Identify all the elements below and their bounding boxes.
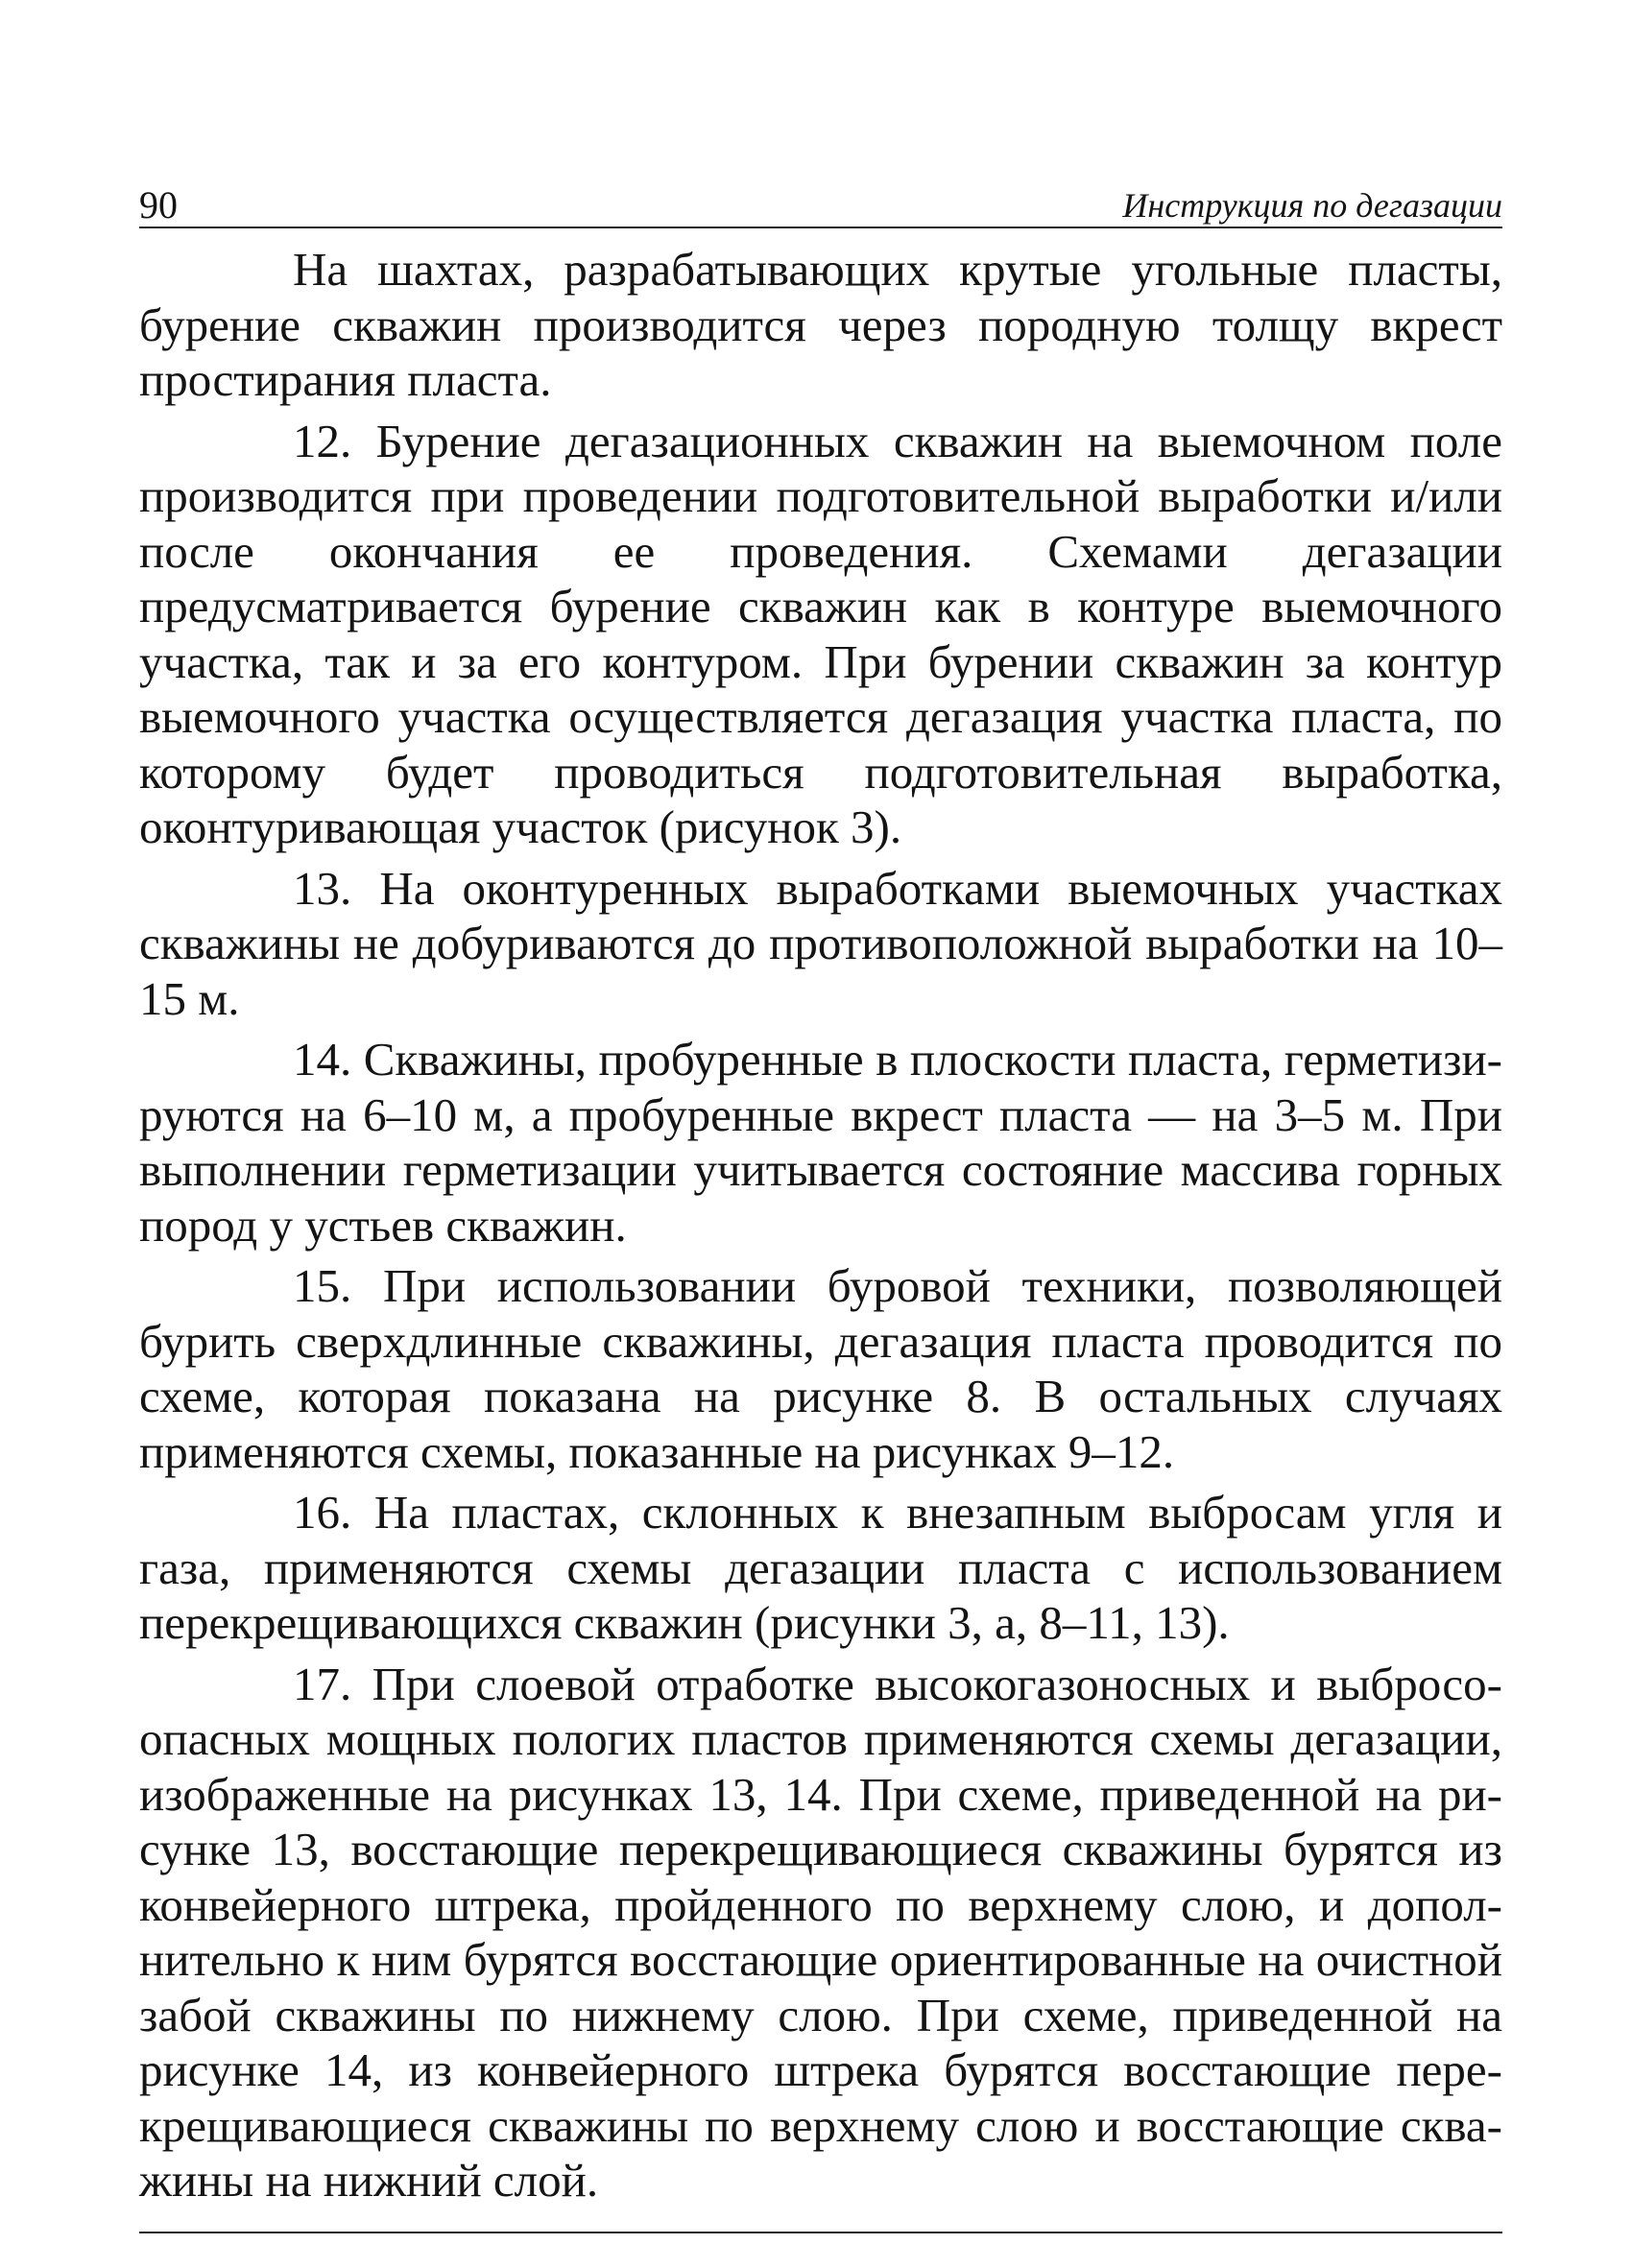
running-header-title: Инструкция по дегазации: [1122, 186, 1502, 225]
paragraph-13: 13. На оконтуренных выработками выемочных участках скважины не добуриваются до противоположной выработки на 10–15 м.: [139, 861, 1502, 1025]
paragraph-15: 15. При использовании буровой техники, позволяющей бурить сверхдлинные скважины, дегазация пласта проводится по схеме, которая показана на рисунке 8. В остальных случаях применяются схемы, показанные на рисунках 9–12.: [139, 1259, 1502, 1478]
paragraph-intro: На шахтах, разрабатывающих крутые угольные пласты, бурение скважин производится через породную толщу вкрест простирания пласта.: [139, 243, 1502, 406]
paragraph-14: 14. Скважины, пробуренные в плоскости пласта, герметизируются на 6–10 м, а пробуренные вкрест пласта — на 3–5 м. При выполнении герметизации учитывается состояние массива горных пород у устьев скважин.: [139, 1033, 1502, 1252]
body-text: [139, 242, 1502, 2208]
paragraph-12: 12. Бурение дегазационных скважин на выемочном поле производится при проведении подготовительной выработки и/или после окончания ее проведения. Схемами дегазации предусматривается бурение скважин как в контуре выемочного участка, так и за его контуром. При бурении скважин за контур выемочного участка осуществляется дегазация участка пласта, по которому будет проводиться подготовительная выработка, оконтуривающая участок (рисунок 3).: [139, 414, 1502, 853]
running-header: [139, 173, 1502, 228]
page-number: 90: [139, 183, 178, 227]
paragraph-17: 17. При слоевой отработке высокогазоносных и выбросоопасных мощных пологих пластов применяются схемы дегазации, изображенные на рисунках 13, 14. При схеме, приведенной на рисунке 13, восстающие перекрещивающиеся скважины бурятся из конвейерного штрека, пройденного по верхнему слою, и дополнительно к ним бурятся восстающие ориентированные на очистной забой скважины по нижнему слою. При схеме, приведенной на рисунке 14, из конвейерного штрека бурятся восстающие перекрещивающиеся скважины по верхнему слою и восстающие скважины на нижний слой.: [139, 1657, 1502, 2207]
document-page: [139, 173, 1502, 2233]
paragraph-16: 16. На пластах, склонных к внезапным выбросам угля и газа, применяются схемы дегазации пласта с использованием перекрещивающихся скважин (рисунки 3, а, 8–11, 13).: [139, 1486, 1502, 1649]
bottom-divider: [139, 2232, 1502, 2233]
